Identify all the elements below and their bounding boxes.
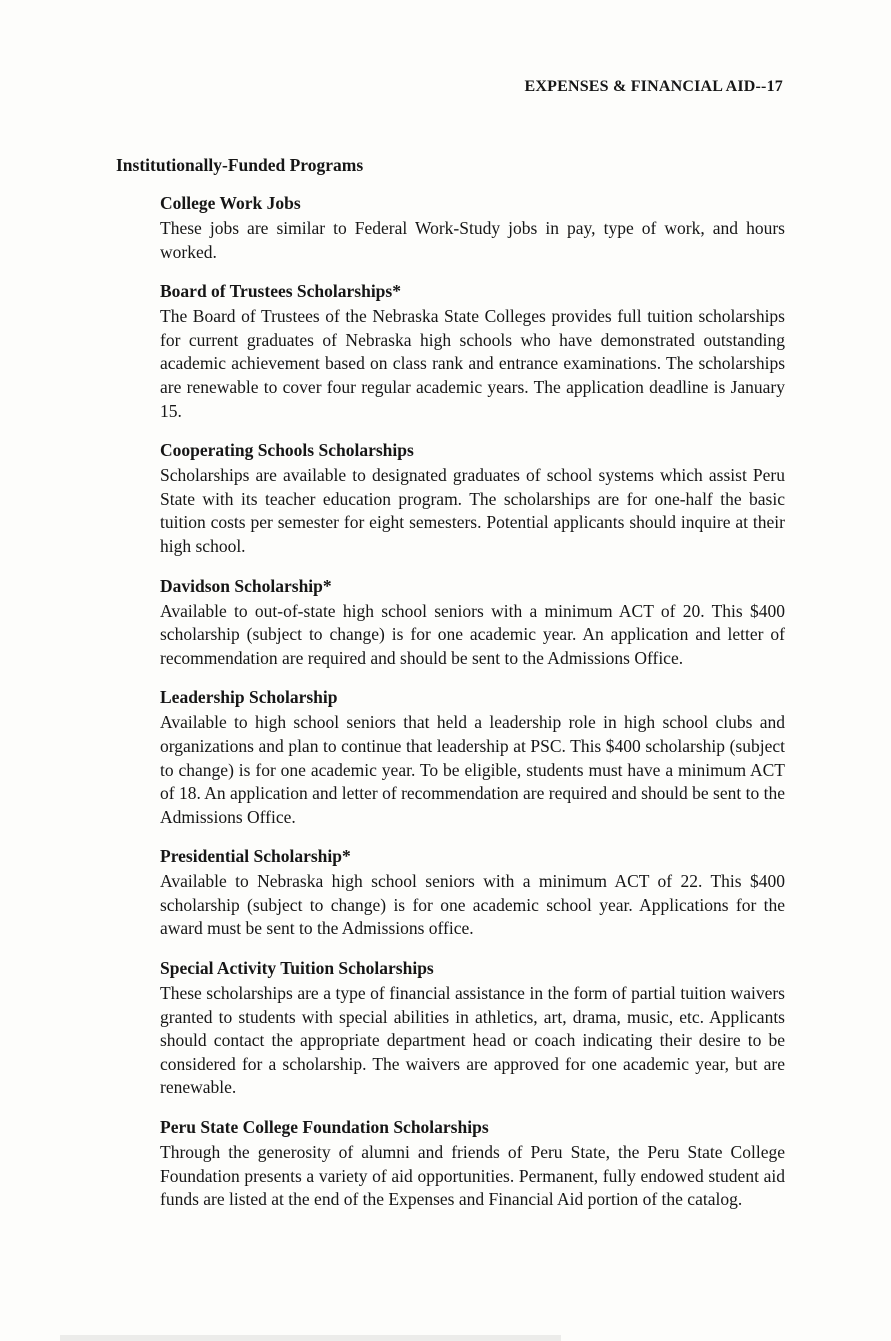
- section-title: Institutionally-Funded Programs: [116, 155, 364, 175]
- entry-davidson: [160, 575, 785, 671]
- entry-title: Peru State College Foundation Scholarships: [160, 1117, 489, 1138]
- entry-body: Available to high school seniors that held a leadership role in high school clubs and organizations and plan to continue that leadership at PSC. This $400 scholarship (subject to change) is for one academic year. To be eligible, students must have a minimum ACT of 18. An application and letter of recommendation are required and should be sent to the Admissions Office.: [160, 712, 785, 827]
- entry-board-of-trustees: [160, 280, 785, 423]
- entry-body: The Board of Trustees of the Nebraska State Colleges provides full tuition scholarships for current graduates of Nebraska high schools who have demonstrated outstanding academic achievement based on class rank and entrance examinations. The scholarships are renewable to cover four regular academic years. The application deadline is January 15.: [160, 306, 785, 421]
- entry-foundation: [160, 1116, 785, 1212]
- entry-title: Cooperating Schools Scholarships: [160, 440, 414, 461]
- entry-body: These jobs are similar to Federal Work-Study jobs in pay, type of work, and hours worked.: [160, 218, 785, 262]
- entry-body: Scholarships are available to designated graduates of school systems which assist Peru State with its teacher education program. The scholarships are for one-half the basic tuition costs per semester for eight semesters. Potential applicants should inquire at their high school.: [160, 465, 785, 556]
- entry-body: Available to out-of-state high school seniors with a minimum ACT of 20. This $400 scholarship (subject to change) is for one academic year. An application and letter of recommendation are required and should be sent to the Admissions Office.: [160, 600, 785, 668]
- entry-title: Leadership Scholarship: [160, 687, 338, 708]
- entry-leadership: [160, 686, 785, 829]
- running-header: EXPENSES & FINANCIAL AID--17: [524, 78, 783, 95]
- entry-title: Davidson Scholarship*: [160, 575, 332, 596]
- entry-special-activity: [160, 957, 785, 1100]
- entry-title: Board of Trustees Scholarships*: [160, 281, 401, 302]
- entries-list: [160, 192, 785, 1228]
- entry-body: Available to Nebraska high school seniors with a minimum ACT of 22. This $400 scholarship (subject to change) is for one academic school year. Applications for the award must be sent to the Admissions office.: [160, 871, 785, 939]
- entry-college-work-jobs: [160, 192, 785, 264]
- scan-edge-shadow: [60, 1335, 561, 1341]
- entry-cooperating-schools: [160, 439, 785, 558]
- entry-presidential: [160, 845, 785, 941]
- entry-body: Through the generosity of alumni and friends of Peru State, the Peru State College Foundation presents a variety of aid opportunities. Permanent, fully endowed student aid funds are listed at the end of the Expenses and Financial Aid portion of the catalog.: [160, 1142, 785, 1210]
- entry-title: Presidential Scholarship*: [160, 846, 351, 867]
- entry-title: College Work Jobs: [160, 193, 301, 213]
- entry-body: These scholarships are a type of financial assistance in the form of partial tuition waivers granted to students with special abilities in athletics, art, drama, music, etc. Applicants should contact the appropriate department head or coach indicating their desire to be considered for a scholarship. The waivers are approved for one academic year, but are renewable.: [160, 983, 785, 1098]
- entry-title: Special Activity Tuition Scholarships: [160, 958, 434, 979]
